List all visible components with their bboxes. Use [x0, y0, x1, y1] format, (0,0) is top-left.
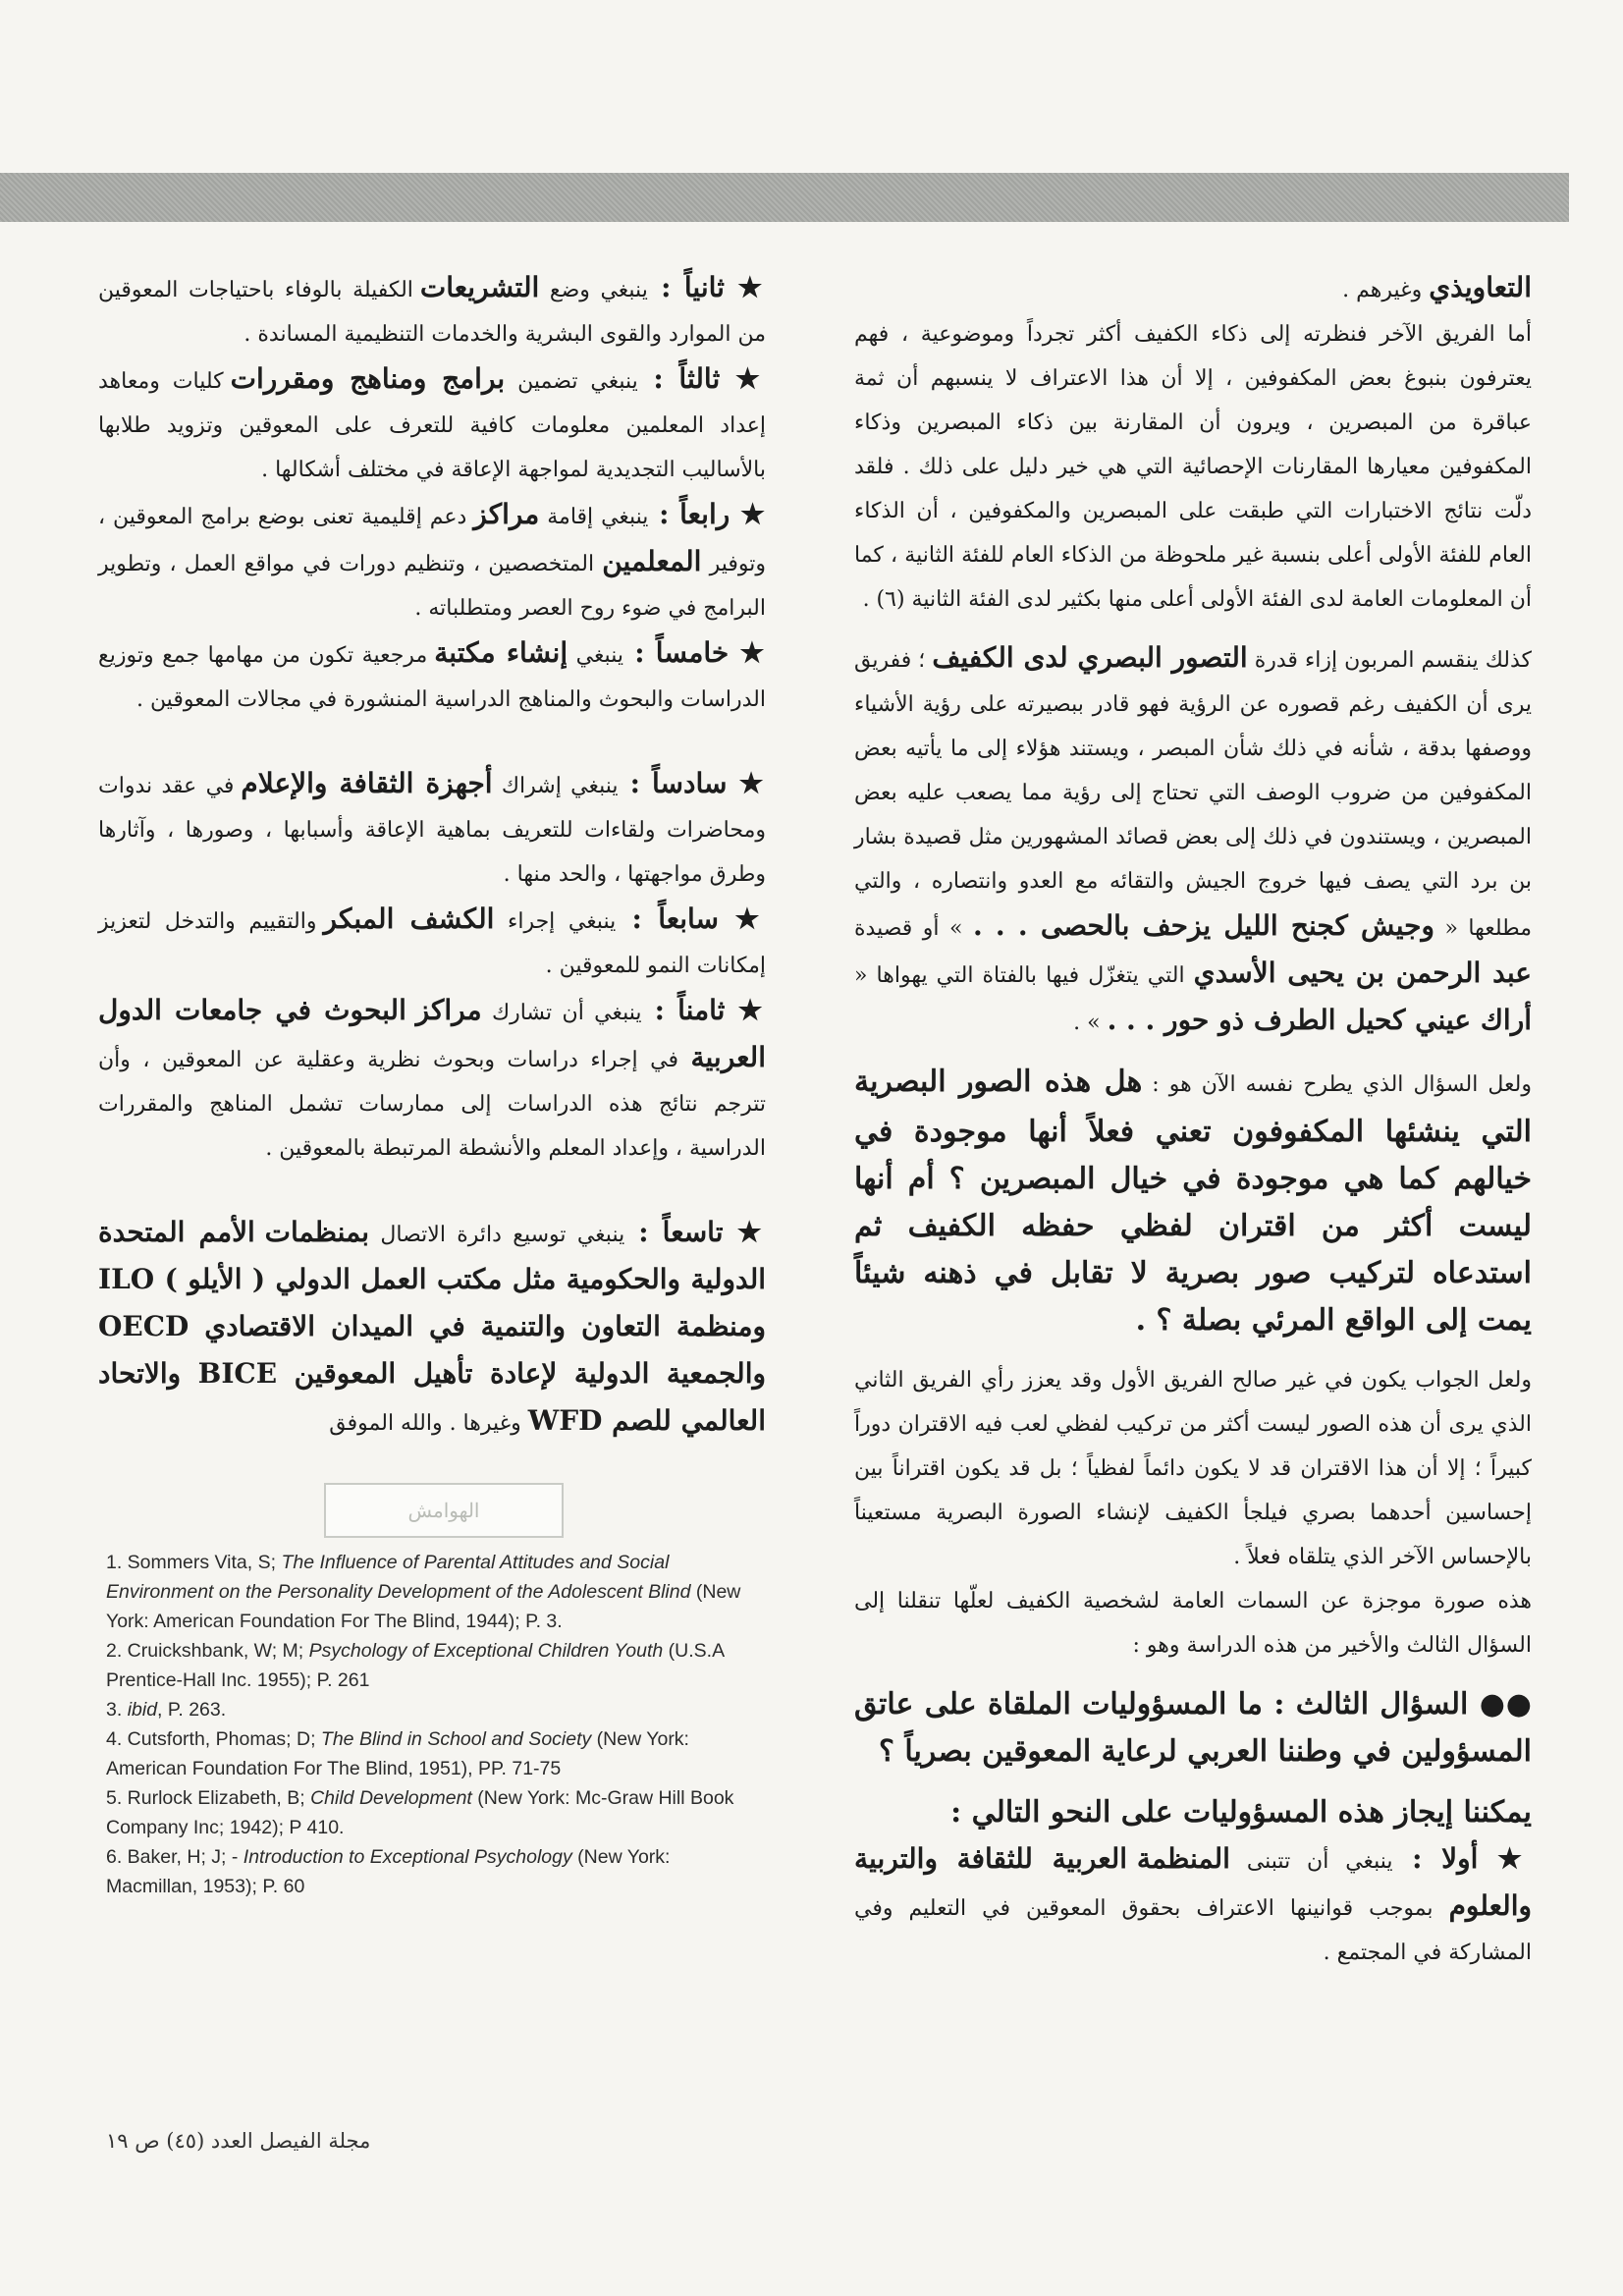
footnote-text: (New York: Macmillan, 1953); P. 60: [106, 1846, 671, 1897]
paragraph: [854, 265, 1532, 312]
footnote-title: Psychology of Exceptional Children Youth: [308, 1640, 664, 1662]
footnotes-title: الهوامش: [324, 1483, 564, 1538]
footnote: [106, 1636, 766, 1695]
paragraph: [854, 1681, 1532, 1776]
footnote: [106, 1548, 766, 1636]
bold-text: مراكز: [473, 498, 540, 530]
bold-text: عبد الرحمن بن يحيى الأسدي: [1193, 957, 1532, 989]
footnote-text: (New York: American Foundation For The Blind, 1944); P. 3.: [106, 1581, 741, 1632]
bold-text: ★ خامساً :: [622, 636, 767, 669]
bold-text: أراك عيني كحيل الطرف ذو حور . . .: [1107, 1004, 1532, 1036]
paragraph: [854, 312, 1532, 622]
footnote: [106, 1783, 766, 1842]
text-run: ينبغي إجراء: [494, 909, 617, 934]
bold-text: التعاويذي: [1429, 271, 1532, 303]
text-run: في إجراء دراسات وبحوث نظرية وعقلية عن المعوقين ، وأن تترجم نتائج هذه الدراسات إلى ممارسات تشمل المناهج والمقررات الدراسية ، وإعداد المعلم والأنشطة المرتبطة بالمعوقين .: [98, 1048, 766, 1161]
text-run: المتخصصين ، وتنظيم دورات في مواقع العمل ، وتطوير البرامج في ضوء روح العصر ومتطلباته .: [98, 552, 766, 621]
footnote-title: Child Development: [310, 1787, 472, 1809]
footnote: [106, 1842, 766, 1901]
bold-text: بمنظمات الأمم المتحدة الدولية والحكومية مثل مكتب العمل الدولي ( الأيلو ) ILO ومنظمة التعاون والتنمية في الميدان الاقتصادي OECD والجمعية الدولية لإعادة تأهيل المعوقين BICE والاتحاد العالمي للصم WFD: [98, 1216, 767, 1437]
header-band: [0, 173, 1569, 222]
footnote-text: (U.S.A Prentice-Hall Inc. 1955); P. 261: [106, 1640, 725, 1691]
bold-text: ★ سادساً :: [618, 767, 766, 799]
text-run: أما الفريق الآخر فنظرته إلى ذكاء الكفيف أكثر تجرداً وموضوعية ، فهم يعترفون بنبوغ بعض المكفوفين ، إلا أن هذا الاعتراف لا ينسبهم أن ثمة عباقرة من المبصرين ، ويرون أن المقارنة بين ذكاء المبصرين وذكاء المكفوفين معيارها المقارنات الإحصائية التي هي خير دليل على ذلك . فلقد دلّت نتائج الاختبارات التي طبقت على المبصرين والمكفوفين ، أن الذكاء العام للفئة الأولى أعلى بنسبة غير ملحوظة من الذكاء العام للفئة الثانية ، كما أن المعلومات العامة لدى الفئة الأولى أعلى منها بكثير لدى الفئة الثانية (٦) .: [854, 322, 1532, 612]
footnote: [106, 1695, 766, 1724]
text-run: هذه صورة موجزة عن السمات العامة لشخصية الكفيف لعلّها تنقلنا إلى السؤال الثالث والأخير من هذه الدراسة وهو :: [854, 1589, 1532, 1658]
footnote: [106, 1724, 766, 1783]
text-run: ينبغي أن تتبنى: [1229, 1849, 1393, 1874]
footnote-text: , P. 263.: [157, 1699, 227, 1721]
footnote-text: 6. Baker, H; J; -: [106, 1846, 243, 1868]
paragraph: [854, 1789, 1532, 1836]
paragraph: [854, 1579, 1532, 1667]
paragraph: [98, 265, 766, 356]
text-run: التي يتغزّل فيها بالفتاة التي يهواها «: [854, 963, 1194, 988]
footnote-text: 3.: [106, 1699, 128, 1721]
footnote-text: (New York: Mc-Graw Hill Book Company Inc; 1942); P 410.: [106, 1787, 734, 1838]
bold-text: ★ أولا :: [1392, 1842, 1532, 1875]
text-run: ●● السؤال الثالث : ما المسؤوليات الملقاة على عاتق المسؤولين في وطننا العربي لرعاية المعوقين بصرياً ؟: [854, 1687, 1532, 1769]
text-run: والتقييم والتدخل لتعزيز إمكانات النمو للمعوقين .: [98, 909, 766, 978]
left-column: [98, 265, 766, 1446]
bold-text: التصور البصري لدى الكفيف: [932, 641, 1248, 674]
page-footer: مجلة الفيصل العدد (٤٥) ص ١٩: [106, 2129, 371, 2153]
text-run: ينبغي وضع: [539, 278, 648, 302]
bold-text: ★ تاسعاً :: [624, 1216, 766, 1248]
paragraph: [854, 1358, 1532, 1579]
text-run: بموجب قوانينها الاعتراف بحقوق المعوقين في التعليم وفي المشاركة في المجتمع .: [854, 1896, 1532, 1965]
paragraph: [98, 1210, 766, 1446]
bold-text: الكشف المبكر: [323, 902, 495, 935]
footnote-text: (New York: American Foundation For The Blind, 1951), PP. 71-75: [106, 1728, 689, 1779]
footnotes: [106, 1548, 766, 1901]
paragraph: [98, 492, 766, 630]
bold-text: المعلمين: [602, 545, 702, 577]
footnote-title: ibid: [127, 1699, 158, 1721]
text-run: » .: [1073, 1011, 1108, 1035]
text-run: ينبغي إشراك: [492, 774, 619, 798]
bold-text: وجيش كجنح الليل يزحف بالحصى . . .: [972, 909, 1435, 942]
paragraph: [98, 356, 766, 492]
text-run: » أو قصيدة: [854, 916, 973, 941]
text-run: هل هذه الصور البصرية التي ينشئها المكفوفون تعني فعلاً أنها موجودة في خيالهم كما هي موجودة في خيال المبصرين ؟ أم أنها ليست أكثر من اقتران لفظي حفظه الكفيف ثم استدعاه لتركيب صور بصرية لا تقابل في ذهنه شيئاً يمت إلى الواقع المرئي بصلة ؟ .: [854, 1065, 1532, 1338]
footnote-text: 5. Rurlock Elizabeth, B;: [106, 1787, 311, 1809]
footnote-title: Introduction to Exceptional Psychology: [243, 1846, 572, 1868]
bold-text: برامج ومناهج ومقررات: [230, 362, 506, 395]
footnote-title: The Blind in School and Society: [320, 1728, 592, 1750]
text-run: يمكننا إيجاز هذه المسؤوليات على النحو التالي :: [950, 1795, 1532, 1830]
paragraph: [854, 635, 1532, 1045]
bold-text: التشريعات: [419, 271, 540, 303]
text-run: كليات ومعاهد إعداد المعلمين معلومات كافية للتعرف على المعوقين وتزويد طلابها بالأساليب التجديدية لمواجهة الإعاقة في مختلف أشكالها .: [98, 369, 766, 482]
paragraph: [854, 1836, 1532, 1975]
text-run: ينبغي توسيع دائرة الاتصال: [369, 1223, 625, 1247]
text-run: كذلك ينقسم المربون إزاء قدرة: [1247, 648, 1532, 673]
right-column: [854, 265, 1532, 1975]
text-run: ينبغي أن تشارك: [481, 1001, 642, 1025]
text-run: مرجعية تكون من مهامها جمع وتوزيع الدراسات والبحوث والمناهج الدراسية المنشورة في مجالات المعوقين .: [98, 643, 766, 712]
paragraph: [98, 630, 766, 722]
text-run: ولعل السؤال الذي يطرح نفسه الآن هو :: [1142, 1072, 1532, 1097]
paragraph: [98, 897, 766, 988]
paragraph: [854, 1059, 1532, 1344]
text-run: ينبغي: [568, 643, 623, 668]
footnote-title: The Influence of Parental Attitudes and Social Environment on the Personality Development of the Adolescent Blind: [106, 1552, 691, 1603]
bold-text: مراكز البحوث في جامعات الدول العربية: [98, 994, 766, 1073]
bold-text: ★ ثانياً :: [647, 271, 767, 303]
text-run: ؛ ففريق يرى أن الكفيف رغم قصوره عن الرؤية فهو قادر ببصيرته على رؤية الأشياء ووصفها بدقة ، شأنه في ذلك شأن المبصر ، ويستند هؤلاء إلى ما يأتيه بعض المكفوفين من ضروب الوصف التي تحتاج إلى رؤية مما يصعب عليه بعض المبصرين ، ويستندون في ذلك إلى بعض قصائد المشهورين مثل قصيدة بشار بن برد التي يصف فيها خروج الجيش والتقائه مع العدو وانتصاره ، والتي مطلعها «: [854, 648, 1532, 941]
bold-text: ★ ثالثاً :: [637, 362, 766, 395]
footnote-text: 4. Cutsforth, Phomas; D;: [106, 1728, 321, 1750]
footnote-text: 2. Cruickshbank, W; M;: [106, 1640, 309, 1662]
text-run: ولعل الجواب يكون في غير صالح الفريق الأول وقد يعزز رأي الفريق الثاني الذي يرى أن هذه الصور ليست أكثر من تركيب لفظي لعب فيه الاقتران دوراً كبيراً ؛ إلا أن هذا الاقتران قد لا يكون دائماً لفظياً ؛ بل قد يكون اقتراناً بين إحساسين أحدهما بصري فيلجأ الكفيف لإنشاء الصورة البصرية مستعيناً بالإحساس الآخر الذي يتلقاه فعلاً .: [854, 1368, 1532, 1569]
text-run: دعم إقليمية تعنى بوضع برامج المعوقين ، وتوفير: [98, 505, 766, 576]
text-run: وغيرها . والله الموفق: [329, 1411, 528, 1436]
bold-text: إنشاء مكتبة: [434, 636, 568, 669]
bold-text: ★ ثامناً :: [641, 994, 766, 1026]
footnote-text: 1. Sommers Vita, S;: [106, 1552, 282, 1573]
text-run: الكفيلة بالوفاء باحتياجات المعوقين من الموارد والقوى البشرية والخدمات التنظيمية المساندة .: [98, 278, 766, 347]
paragraph: [98, 988, 766, 1171]
text-run: ينبغي إقامة: [539, 505, 649, 529]
paragraph: [98, 761, 766, 897]
text-run: في عقد ندوات ومحاضرات ولقاءات للتعريف بماهية الإعاقة وأسبابها ، وصورها ، وآثارها وطرق مواجهتها ، والحد منها .: [98, 774, 766, 887]
text-run: ينبغي تضمين: [505, 369, 638, 394]
bold-text: ★ رابعاً :: [648, 498, 766, 530]
bold-text: ★ سابعاً :: [616, 902, 767, 935]
bold-text: أجهزة الثقافة والإعلام: [241, 767, 493, 799]
text-run: وغيرهم .: [1342, 278, 1430, 302]
bold-text: المنظمة العربية للثقافة والتربية والعلوم: [854, 1842, 1532, 1922]
